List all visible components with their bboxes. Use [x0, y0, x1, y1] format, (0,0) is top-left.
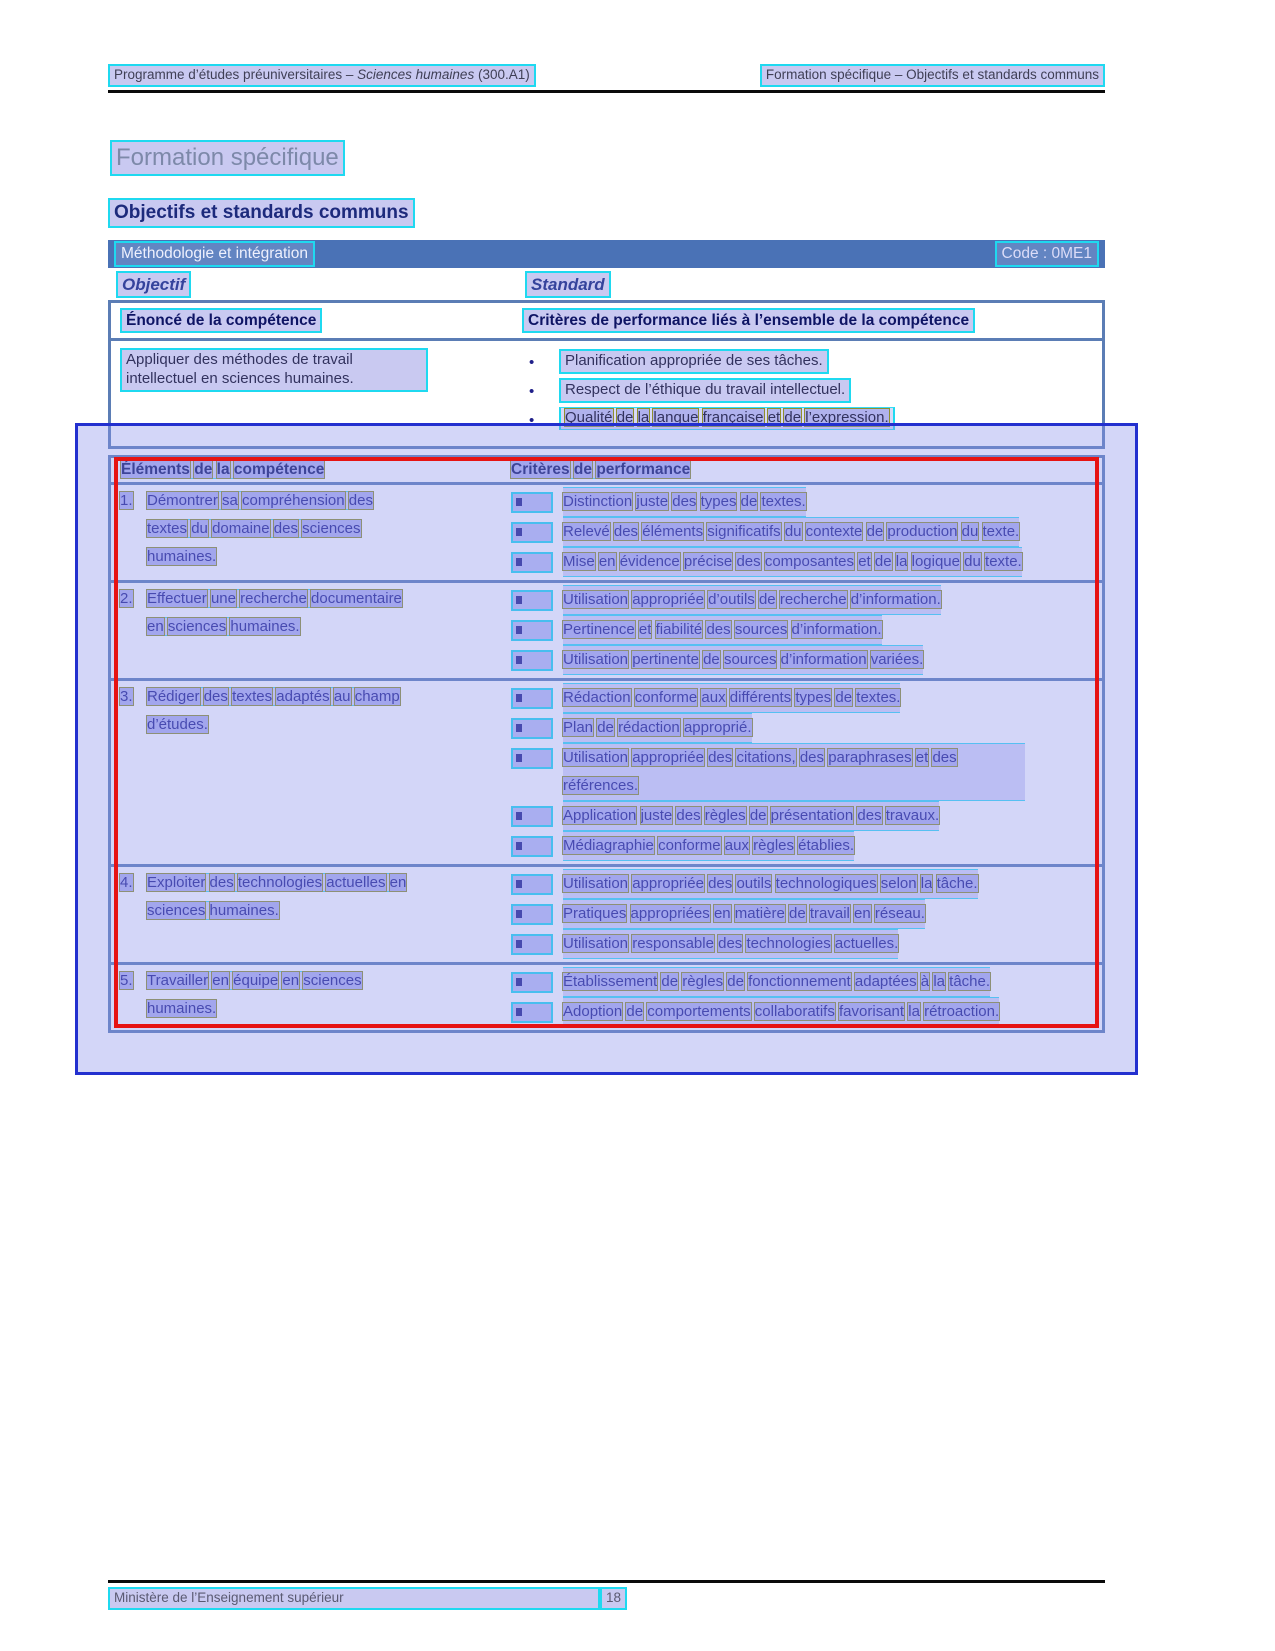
word-box: adaptées: [854, 973, 917, 990]
word-box: des: [708, 875, 733, 892]
header-left-post: (300.A1): [474, 67, 530, 82]
band-code: Code : 0ME1: [995, 241, 1099, 267]
element-title: [147, 589, 402, 636]
word-box: favorisant: [839, 1003, 905, 1020]
word-box: Effectuer: [147, 590, 207, 607]
page-title-text: Formation spécifique: [110, 140, 345, 176]
word-box: textes: [147, 520, 188, 537]
element-row: [111, 962, 1102, 1030]
word-box: de: [703, 651, 720, 668]
word-box: domaine: [212, 520, 270, 537]
word-box: logique: [911, 553, 960, 570]
criterion-item: [522, 407, 1098, 435]
word-box: la: [216, 461, 230, 478]
word-box: Pratiques: [563, 905, 627, 922]
element-title-cell: [147, 683, 501, 861]
word-box: une: [210, 590, 236, 607]
word-box: Exploiter: [147, 874, 206, 891]
word-box: du: [964, 553, 981, 570]
word-box: tâche.: [936, 875, 978, 892]
word-box: actuelles.: [834, 935, 899, 952]
word-box: l’expression.: [805, 409, 889, 427]
word-box: humaines.: [230, 618, 300, 635]
criterion-text: [563, 645, 923, 675]
word-box: pertinente: [632, 651, 699, 668]
word-box: et: [858, 553, 871, 570]
word-box: selon: [880, 875, 917, 892]
word-box: à: [920, 973, 930, 990]
word-box: de: [874, 553, 892, 570]
criterion-text: [563, 517, 1019, 547]
word-box: sa: [222, 492, 238, 509]
word-box: présentation: [770, 807, 854, 824]
word-box: de: [727, 973, 744, 990]
word-box: en: [147, 618, 164, 635]
word-box: de: [626, 1003, 644, 1020]
element-title: [147, 873, 406, 920]
criterion-item: [511, 997, 1096, 1027]
word-box: Utilisation: [563, 935, 629, 952]
bullet-marker-icon: [511, 718, 553, 739]
word-box: significatifs: [707, 523, 781, 540]
element-number-cell: [111, 487, 147, 577]
word-box: appropriée: [632, 749, 704, 766]
criterion-text: [563, 899, 925, 929]
word-box: matière: [734, 905, 785, 922]
criterion-item: [511, 869, 1096, 899]
word-box: Adoption: [563, 1003, 623, 1020]
word-box: réseau.: [874, 905, 925, 922]
word-box: documentaire: [311, 590, 402, 607]
element-number: [120, 687, 133, 706]
word-box: Établissement: [563, 973, 658, 990]
element-row: [111, 485, 1102, 580]
word-box: Mise: [563, 553, 595, 570]
word-box: travaux.: [885, 807, 940, 824]
word-box: des: [718, 935, 743, 952]
criterion-item: [511, 487, 1096, 517]
enonce-body-row: [111, 341, 1102, 446]
word-box: établies.: [798, 837, 855, 854]
word-box: sources: [723, 651, 777, 668]
word-box: du: [191, 520, 208, 537]
criterion-item: [511, 967, 1096, 997]
word-box: humaines.: [147, 548, 217, 565]
word-box: la: [637, 409, 650, 427]
word-box: d’information.: [850, 591, 941, 608]
bullet-marker-icon: [511, 688, 553, 709]
element-number-cell: [111, 869, 147, 959]
word-box: d’information: [780, 651, 867, 668]
element-number-cell: [111, 683, 147, 861]
word-box: en: [282, 972, 300, 989]
word-box: des: [857, 807, 882, 824]
word-box: 4.: [120, 874, 133, 891]
word-box: la: [933, 973, 945, 990]
word-box: de: [866, 523, 884, 540]
word-box: précise: [683, 553, 733, 570]
element-row: [111, 864, 1102, 962]
criterion-text: [563, 801, 939, 831]
bullet-marker-icon: [511, 590, 553, 611]
element-criteria-cell: [501, 683, 1102, 861]
enonce-table: [108, 300, 1105, 449]
word-box: de: [573, 461, 592, 478]
criterion-text: [563, 743, 1025, 801]
word-box: types: [700, 493, 737, 510]
word-box: 3.: [120, 688, 133, 705]
element-title-cell: [147, 967, 501, 1027]
word-box: humaines.: [209, 902, 279, 919]
word-box: du: [784, 523, 802, 540]
elements-header-right: [511, 460, 690, 479]
word-box: paraphrases: [828, 749, 912, 766]
word-box: fiabilité: [655, 621, 703, 638]
enonce-header-right-cell: [508, 306, 1102, 335]
word-box: contexte: [805, 523, 863, 540]
word-box: outils: [736, 875, 772, 892]
page-subtitle-text: Objectifs et standards communs: [108, 198, 415, 228]
criterion-item: [511, 547, 1096, 577]
word-box: en: [389, 874, 407, 891]
word-box: Distinction: [563, 493, 633, 510]
word-box: actuelles: [326, 874, 386, 891]
element-number: [120, 589, 133, 608]
word-box: des: [203, 688, 228, 705]
word-box: la: [895, 553, 908, 570]
word-box: aux: [724, 837, 749, 854]
header-left-text: [108, 64, 536, 87]
objectif-standard-row: [108, 271, 1105, 297]
word-box: textes: [232, 688, 273, 705]
word-box: variées.: [870, 651, 924, 668]
criterion-text: [563, 713, 752, 743]
criterion-item: [522, 378, 1098, 406]
criterion-text: [563, 585, 941, 615]
criterion-text: [563, 615, 882, 645]
word-box: adaptés: [276, 688, 330, 705]
word-box: de: [784, 409, 802, 427]
word-box: équipe: [233, 972, 279, 989]
competence-cell: [111, 346, 508, 438]
criterion-text: [563, 547, 1022, 577]
header-left-pre: Programme d’études préuniversitaires –: [114, 67, 358, 82]
word-box: d’outils: [708, 591, 755, 608]
criterion-item: [511, 713, 1096, 743]
word-box: juste: [636, 493, 669, 510]
word-box: des: [708, 749, 733, 766]
word-box: Critères: [511, 461, 570, 478]
word-box: Démontrer: [147, 492, 218, 509]
word-box: Utilisation: [563, 591, 629, 608]
footer-ministry: Ministère de l’Enseignement supérieur: [108, 1587, 600, 1610]
bullet-icon: •: [529, 354, 535, 372]
word-box: références.: [563, 777, 639, 794]
element-title: [147, 687, 400, 734]
criterion-item: [511, 585, 1096, 615]
element-criteria-cell: [501, 869, 1102, 959]
bullet-marker-icon: [511, 972, 553, 993]
word-box: appropriée: [632, 591, 704, 608]
competence-statement: Appliquer des méthodes de travail intellectuel en sciences humaines.: [120, 348, 428, 392]
word-box: aux: [701, 689, 726, 706]
word-box: en: [713, 905, 731, 922]
standard-label: Standard: [525, 271, 611, 298]
criterion-item: [511, 683, 1096, 713]
word-box: au: [333, 688, 351, 705]
word-box: juste: [640, 807, 673, 824]
word-box: sources: [734, 621, 788, 638]
bullet-marker-icon: [511, 620, 553, 641]
bullet-marker-icon: [511, 552, 553, 573]
criterion-item: [511, 801, 1096, 831]
word-box: de: [740, 493, 758, 510]
criterion-text: [563, 869, 978, 899]
word-box: Médiagraphie: [563, 837, 654, 854]
word-box: la: [908, 1003, 920, 1020]
word-box: du: [961, 523, 979, 540]
word-box: Utilisation: [563, 875, 629, 892]
criterion-text: [563, 831, 854, 861]
word-box: conforme: [658, 837, 721, 854]
bullet-marker-icon: [511, 874, 553, 895]
band-title: Méthodologie et intégration: [114, 241, 315, 267]
criterion-item: [511, 743, 1096, 801]
word-box: Application: [563, 807, 637, 824]
word-box: en: [598, 553, 616, 570]
word-box: différents: [729, 689, 792, 706]
word-box: de: [597, 719, 614, 736]
element-number: [120, 873, 133, 892]
element-title-cell: [147, 585, 501, 675]
criterion-text: [563, 683, 900, 713]
element-title-cell: [147, 487, 501, 577]
word-box: technologiques: [775, 875, 877, 892]
word-box: la: [920, 875, 933, 892]
word-box: Relevé: [563, 523, 610, 540]
word-box: Utilisation: [563, 749, 629, 766]
word-box: appropriées: [630, 905, 710, 922]
word-box: des: [273, 520, 298, 537]
element-criteria-cell: [501, 967, 1102, 1027]
element-criteria-cell: [501, 585, 1102, 675]
word-box: et: [638, 621, 652, 638]
element-number-cell: [111, 585, 147, 675]
footer-page-number: 18: [600, 1587, 627, 1610]
word-box: et: [915, 749, 929, 766]
bullet-marker-icon: [511, 934, 553, 955]
word-box: textes.: [761, 493, 806, 510]
criterion-item: [522, 349, 1098, 377]
word-box: sciences: [167, 618, 227, 635]
criterion-text: [559, 407, 895, 430]
word-box: des: [348, 492, 373, 509]
word-box: de: [789, 905, 806, 922]
bullet-marker-icon: [511, 904, 553, 925]
word-box: d’information.: [791, 621, 882, 638]
word-box: comportements: [647, 1003, 751, 1020]
word-box: sciences: [302, 520, 361, 537]
word-box: texte.: [982, 523, 1020, 540]
criterion-text: [563, 929, 898, 959]
word-box: rétroaction.: [924, 1003, 1000, 1020]
element-criteria-cell: [501, 487, 1102, 577]
word-box: des: [736, 553, 761, 570]
word-box: appropriée: [632, 875, 704, 892]
criterion-text: Respect de l’éthique du travail intellectuel.: [559, 378, 851, 403]
bullet-marker-icon: [511, 650, 553, 671]
word-box: responsable: [632, 935, 714, 952]
bullet-marker-icon: [511, 492, 553, 513]
word-box: citations,: [736, 749, 796, 766]
bullet-marker-icon: [511, 1002, 553, 1023]
criterion-text: Planification appropriée de ses tâches.: [559, 349, 829, 374]
criterion-item: [511, 645, 1096, 675]
word-box: recherche: [240, 590, 307, 607]
word-box: de: [758, 591, 776, 608]
criterion-item: [511, 929, 1096, 959]
footer-rule: [108, 1580, 1105, 1583]
word-box: collaboratifs: [754, 1003, 835, 1020]
word-box: évidence: [619, 553, 680, 570]
word-box: Utilisation: [563, 651, 629, 668]
criterion-text: [563, 487, 806, 517]
word-box: fonctionnement: [748, 973, 851, 990]
elements-header-row: [111, 458, 1102, 485]
elements-header-left: [121, 460, 324, 479]
criterion-item: [511, 517, 1096, 547]
enonce-criteria-cell: [508, 346, 1102, 438]
criterion-item: [511, 615, 1096, 645]
criterion-text: [563, 997, 999, 1027]
word-box: travail: [809, 905, 850, 922]
word-box: en: [212, 972, 229, 989]
word-box: types: [795, 689, 832, 706]
word-box: sciences: [147, 902, 206, 919]
word-box: technologies: [746, 935, 831, 952]
word-box: champ: [354, 688, 400, 705]
bullet-marker-icon: [511, 748, 553, 769]
header-left-italic: Sciences humaines: [357, 67, 475, 82]
word-box: des: [932, 749, 957, 766]
section-band: [108, 240, 1105, 268]
word-box: et: [767, 409, 781, 427]
word-box: des: [209, 874, 234, 891]
word-box: Rédaction: [563, 689, 631, 706]
word-box: règles: [753, 837, 794, 854]
element-title: [147, 971, 362, 1018]
word-box: règles: [682, 973, 724, 990]
word-box: texte.: [985, 553, 1022, 570]
enonce-header-left: Énoncé de la compétence: [120, 308, 322, 333]
word-box: Rédiger: [147, 688, 200, 705]
word-box: de: [835, 689, 853, 706]
word-box: technologies: [237, 874, 323, 891]
word-box: conforme: [634, 689, 698, 706]
word-box: rédaction: [618, 719, 680, 736]
word-box: des: [799, 749, 825, 766]
word-box: de: [749, 807, 767, 824]
word-box: de: [661, 973, 679, 990]
word-box: langue: [653, 409, 699, 427]
enonce-header-right: Critères de performance liés à l’ensemble de la compétence: [522, 308, 975, 333]
bullet-marker-icon: [511, 806, 553, 827]
word-box: française: [702, 409, 764, 427]
page-subtitle: [108, 198, 415, 228]
criterion-item: [511, 831, 1096, 861]
word-box: textes.: [856, 689, 901, 706]
word-box: tâche.: [949, 973, 991, 990]
word-box: Qualité: [565, 409, 613, 427]
element-number-cell: [111, 967, 147, 1027]
element-row: [111, 678, 1102, 864]
word-box: Éléments: [121, 461, 190, 478]
word-box: règles: [704, 807, 746, 824]
page-header: [108, 64, 1105, 87]
word-box: Pertinence: [563, 621, 635, 638]
element-title-cell: [147, 869, 501, 959]
word-box: recherche: [779, 591, 847, 608]
bullet-icon: •: [529, 412, 535, 430]
word-box: en: [854, 905, 871, 922]
element-number: [120, 971, 133, 990]
enonce-header-row: [111, 303, 1102, 341]
header-rule: [108, 90, 1105, 93]
word-box: 1.: [120, 492, 133, 509]
element-row: [111, 580, 1102, 678]
enonce-header-left-cell: [111, 306, 508, 335]
criterion-item: [511, 899, 1096, 929]
word-box: performance: [596, 461, 691, 478]
word-box: Plan: [563, 719, 594, 736]
bullet-marker-icon: [511, 522, 553, 543]
word-box: de: [194, 461, 213, 478]
word-box: compréhension: [242, 492, 345, 509]
word-box: composantes: [764, 553, 855, 570]
elements-table: [108, 455, 1105, 1033]
word-box: des: [613, 523, 639, 540]
bullet-marker-icon: [511, 836, 553, 857]
word-box: sciences: [303, 972, 362, 989]
objectif-label: Objectif: [116, 271, 191, 298]
elements-header-right-cell: [501, 461, 1102, 479]
word-box: des: [676, 807, 701, 824]
bullet-icon: •: [529, 383, 535, 401]
word-box: approprié.: [683, 719, 752, 736]
element-number: [120, 491, 133, 510]
header-right-text: Formation spécifique – Objectifs et standards communs: [760, 64, 1105, 87]
word-box: 2.: [120, 590, 133, 607]
word-box: éléments: [642, 523, 704, 540]
word-box: 5.: [120, 972, 133, 989]
element-title: [147, 491, 373, 566]
word-box: Travailler: [147, 972, 209, 989]
word-box: d’études.: [147, 716, 208, 733]
word-box: de: [616, 409, 634, 427]
word-box: des: [706, 621, 731, 638]
word-box: production: [887, 523, 958, 540]
page-title: [110, 140, 345, 176]
elements-header-left-cell: [111, 461, 501, 479]
criterion-text: [563, 967, 990, 997]
word-box: des: [672, 493, 697, 510]
word-box: compétence: [233, 461, 325, 478]
word-box: humaines.: [147, 1000, 217, 1017]
